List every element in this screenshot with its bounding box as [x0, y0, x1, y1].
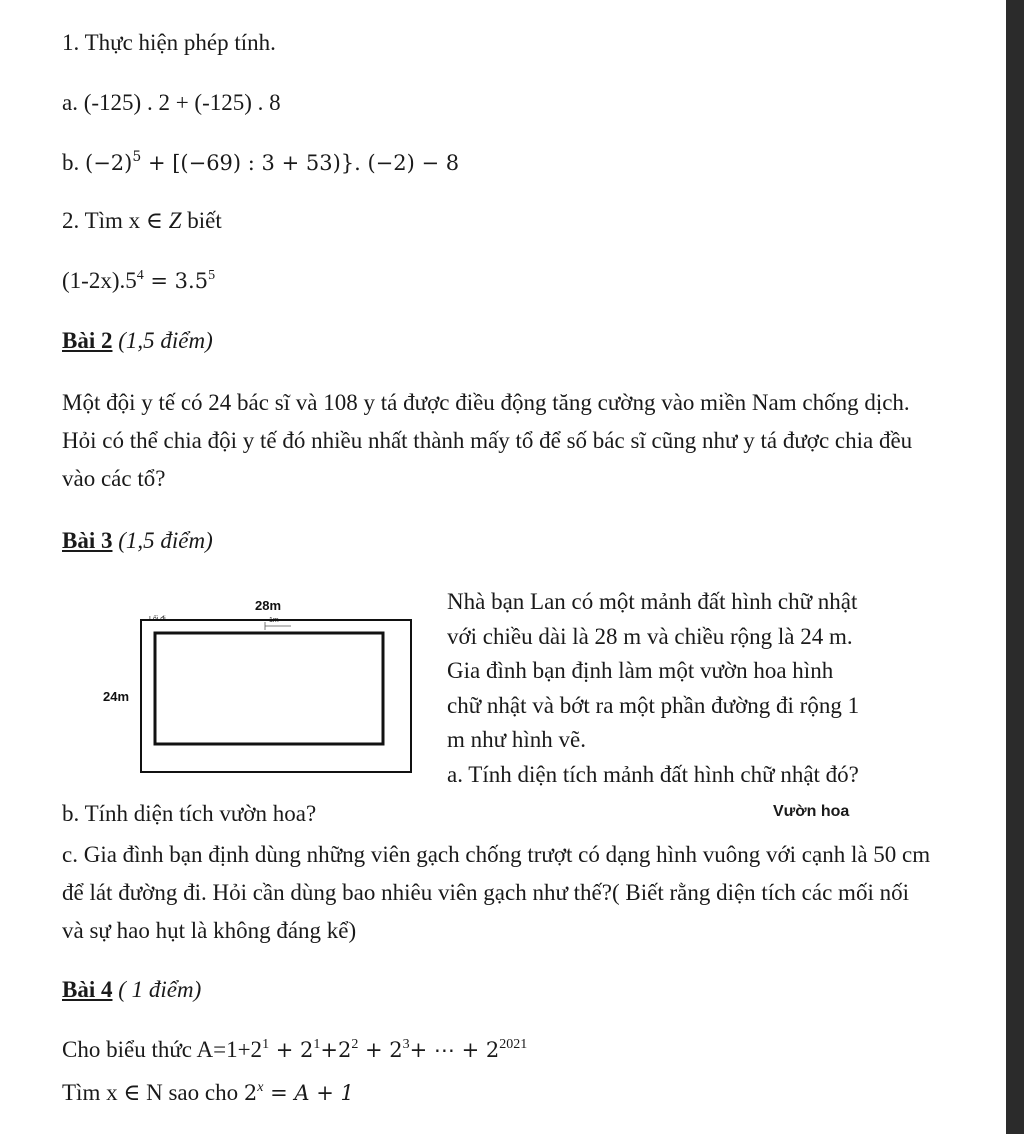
- p2-eq-exp1: 4: [136, 268, 144, 283]
- diagram-width-label: 28m: [255, 598, 282, 613]
- p2-title-suffix: biết: [181, 208, 222, 233]
- bai4-exp-1: 1: [262, 1037, 270, 1052]
- bai4-line-2: [62, 1080, 354, 1106]
- bai4-exp-2: 1: [313, 1037, 321, 1052]
- p2-title-prefix: 2. Tìm x ∈: [62, 208, 169, 233]
- page-edge-shadow: [1006, 0, 1024, 1134]
- bai4-line2-exp: x: [257, 1080, 264, 1095]
- bai3-side-line-1: Nhà bạn Lan có một mảnh đất hình chữ nhật: [447, 589, 858, 614]
- bai4-term-1: + 2: [269, 1038, 314, 1062]
- bai4-exp-5: 2021: [499, 1037, 528, 1052]
- bai4-term-3: + 2: [358, 1038, 403, 1062]
- p2-eq-base: (1-2x).5: [62, 268, 137, 293]
- garden-diagram: [95, 590, 415, 780]
- p2-eq-exp2: 5: [208, 268, 216, 283]
- bai3-side-line-4: chữ nhật và bớt ra một phần đường đi rộng 1: [447, 692, 860, 718]
- bai2-heading-line: [62, 328, 213, 354]
- bai4-heading: Bài 4: [62, 977, 113, 1002]
- bai3-side-line-3: Gia đình bạn định làm một vườn hoa hình: [447, 658, 834, 683]
- p1-a-expr: (-125) . 2 + (-125) . 8: [83, 90, 281, 115]
- bai2-points: (1,5 điểm): [112, 328, 213, 353]
- p2-title: [62, 208, 222, 234]
- bai2-text: Một đội y tế có 24 bác sĩ và 108 y tá được điều động tăng cường vào miền Nam chống dịch. Hỏi có thể chia đội y tế đó nhiều nhất thành mấy tổ để số bác sĩ cũng như y tá được chia đều vào các tổ?: [62, 390, 913, 491]
- bai3-heading: Bài 3: [62, 528, 113, 553]
- bai4-heading-line: [62, 977, 201, 1003]
- p2-eq-mid: = 3.5: [143, 269, 209, 293]
- p1-b-expr: [85, 151, 459, 175]
- p1-b: [62, 150, 459, 176]
- bai4-exp-4: 3: [402, 1037, 410, 1052]
- bai4-expr-a: A=1+2: [196, 1037, 263, 1062]
- diagram-height-label: 24m: [103, 689, 130, 704]
- garden-outline: [155, 633, 383, 744]
- p1-title: 1. Thực hiện phép tính.: [62, 30, 276, 55]
- bai4-line2-text: Tìm x ∈ N sao cho: [62, 1080, 244, 1105]
- diagram-garden-label: Vườn hoa: [773, 803, 850, 820]
- diagram-path-label: Lối đi: [149, 616, 166, 623]
- bai4-line1-text: Cho biểu thức: [62, 1037, 197, 1062]
- bai4-term-2: +2: [320, 1038, 352, 1062]
- diagram-svg: [95, 590, 415, 780]
- diagram-path-width-label: 1m: [269, 617, 279, 624]
- bai4-line-1: [62, 1037, 527, 1063]
- bai3-side-line-6: a. Tính diện tích mảnh đất hình chữ nhật đó?: [447, 761, 859, 787]
- bai3-side-line-2: với chiều dài là 28 m và chiều rộng là 24 m.: [447, 623, 853, 649]
- p2-equation: [62, 268, 215, 294]
- p2-title-z: Z: [168, 208, 182, 233]
- bai4-line2-rest: = A + 1: [263, 1081, 354, 1105]
- bai3-points: (1,5 điểm): [112, 528, 213, 553]
- bai4-line2-base: 2: [243, 1081, 258, 1105]
- bai3-heading-line: [62, 528, 213, 554]
- p1-a: [62, 90, 281, 116]
- p1-b-part1: (−2): [85, 151, 133, 175]
- bai4-term-4: + ⋯ + 2: [409, 1038, 500, 1062]
- p1-b-exp: 5: [132, 149, 142, 165]
- p1-b-label: b.: [62, 150, 80, 175]
- bai3-side-text: [447, 585, 947, 792]
- bai4-exp-3: 2: [351, 1037, 359, 1052]
- bai3-side-line-5: m như hình vẽ.: [447, 727, 586, 752]
- bai3-question-b: b. Tính diện tích vườn hoa?: [62, 801, 317, 826]
- land-outline: [141, 620, 411, 772]
- p1-a-label: a.: [62, 90, 78, 115]
- bai3-question-c: c. Gia đình bạn định dùng những viên gạch chống trượt có dạng hình vuông với cạnh là 50 cm để lát đường đi. Hỏi cần dùng bao nhiêu viên gạch như thế?( Biết rằng diện tích các mối nối và sự hao hụt là không đáng kể): [62, 842, 931, 943]
- bai4-points: ( 1 điểm): [112, 977, 202, 1002]
- bai2-heading: Bài 2: [62, 328, 113, 353]
- p1-b-part2: + [(−69) : 3 + 53)}. (−2) − 8: [141, 151, 460, 175]
